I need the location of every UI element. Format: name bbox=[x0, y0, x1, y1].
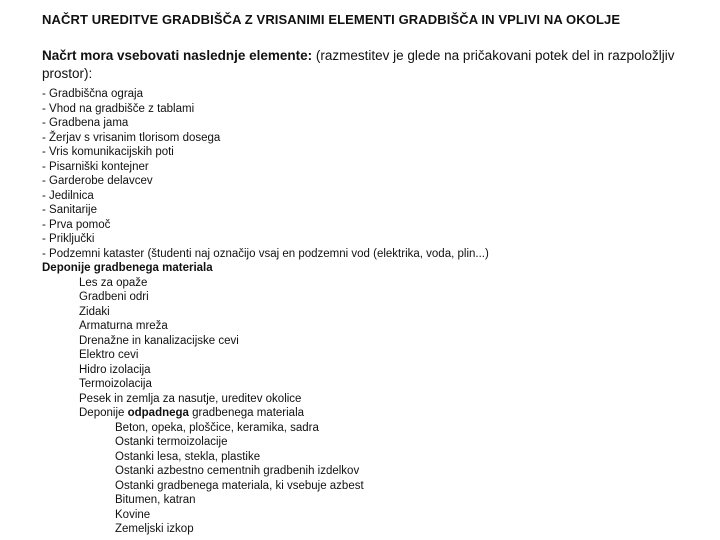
list-item: Pesek in zemlja za nasutje, ureditev okolice bbox=[79, 392, 302, 405]
elements-list bbox=[42, 87, 714, 537]
list-item: - Sanitarije bbox=[42, 204, 97, 216]
list-item: - Podzemni kataster (študenti naj označijo vsaj en podzemni vod (elektrika, voda, plin...) bbox=[42, 247, 489, 260]
waste-suffix: gradbenega materiala bbox=[188, 407, 305, 419]
list-item: Drenažne in kanalizacijske cevi bbox=[79, 334, 239, 347]
section-heading: Deponije gradbenega materiala bbox=[42, 262, 213, 274]
list-item: - Garderobe delavcev bbox=[42, 175, 153, 187]
list-item: Ostanki lesa, stekla, plastike bbox=[115, 450, 261, 463]
waste-prefix: Deponije bbox=[79, 407, 128, 419]
intro-paragraph bbox=[42, 47, 714, 83]
page-title: NAČRT UREDITVE GRADBIŠČA Z VRISANIMI ELEMENTI GRADBIŠČA IN VPLIVI NA OKOLJE bbox=[42, 12, 621, 27]
list-item: Zemeljski izkop bbox=[115, 523, 194, 535]
list-item: Ostanki gradbenega materiala, ki vsebuje azbest bbox=[115, 479, 364, 492]
list-item: Zidaki bbox=[79, 305, 110, 318]
waste-bold-word: odpadnega bbox=[127, 407, 189, 419]
intro-bold-text: Načrt mora vsebovati naslednje elemente: bbox=[42, 48, 313, 63]
list-item: Kovine bbox=[115, 508, 151, 521]
intro-text: (razmestitev je glede na pričakovani potek del in razpoložljiv prostor): bbox=[42, 48, 675, 81]
list-item: - Pisarniški kontejner bbox=[42, 160, 149, 173]
list-item: Termoizolacija bbox=[79, 378, 152, 390]
list-item: Hidro izolacija bbox=[79, 363, 151, 376]
list-item: Beton, opeka, ploščice, keramika, sadra bbox=[115, 421, 319, 434]
list-item: Armaturna mreža bbox=[79, 320, 168, 332]
list-item: - Vris komunikacijskih poti bbox=[42, 146, 174, 158]
list-item: Elektro cevi bbox=[79, 349, 139, 361]
list-item: - Žerjav s vrisanim tlorisom dosega bbox=[42, 131, 221, 144]
list-item: Les za opaže bbox=[79, 276, 148, 289]
waste-subheading bbox=[42, 406, 714, 421]
list-item: - Prva pomoč bbox=[42, 218, 111, 231]
list-item: Ostanki azbestno cementnih gradbenih izdelkov bbox=[115, 465, 360, 477]
document-page bbox=[42, 12, 714, 537]
list-item: - Jedilnica bbox=[42, 189, 94, 202]
list-item: - Gradbiščna ograja bbox=[42, 88, 143, 100]
list-item: - Vhod na gradbišče z tablami bbox=[42, 102, 195, 115]
list-item: - Gradbena jama bbox=[42, 117, 129, 129]
list-item: - Priključki bbox=[42, 233, 95, 245]
list-item: Ostanki termoizolacije bbox=[115, 436, 228, 448]
list-item: Bitumen, katran bbox=[115, 494, 196, 506]
list-item: Gradbeni odri bbox=[79, 291, 149, 303]
